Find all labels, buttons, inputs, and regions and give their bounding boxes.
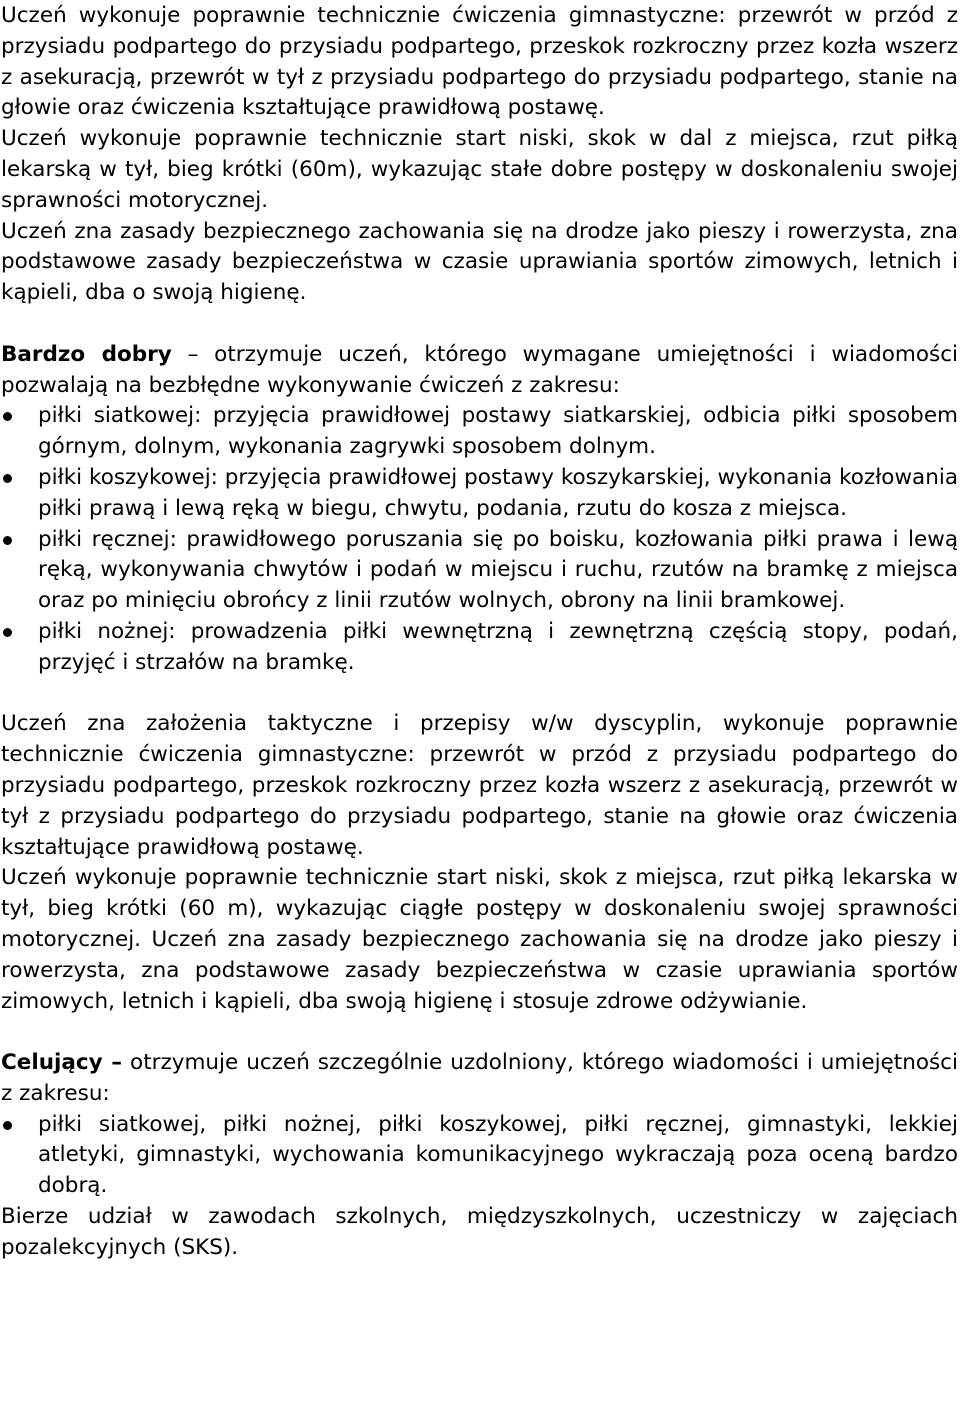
grade-very-good-description: – otrzymuje uczeń, którego wymagane umiejętności i wiadomości pozwalają na bezbłędne wykonywanie ćwiczeń z zakresu: xyxy=(1,341,958,398)
paragraph-athletics-safety: Uczeń wykonuje poprawnie technicznie start niski, skok z miejsca, rzut piłką lekarska w tył, bieg krótki (60 m), wykazując ciągłe postępy w doskonaleniu swojej sprawności motorycznej. Uczeń zna zasady bezpiecznego zachowania się na drodze jako pieszy i rowerzysta, zna podstawowe zasady bezpieczeństwa w czasie uprawiania sportów zimowych, letnich i kąpieli, dba swoją higienę i stosuje zdrowe odżywianie. xyxy=(1,865,958,1014)
list-item-text: piłki siatkowej: przyjęcia prawidłowej postawy siatkarskiej, odbicia piłki sposobem górnym, dolnym, wykonania zagrywki sposobem dolnym. xyxy=(38,403,958,460)
paragraph-competitions: Bierze udział w zawodach szkolnych, międzyszkolnych, uczestniczy w zajęciach pozalekcyjnych (SKS). xyxy=(1,1204,958,1260)
bullet-icon xyxy=(3,474,12,483)
paragraph-tactics-gymnastics: Uczeń zna założenia taktyczne i przepisy w/w dyscyplin, wykonuje poprawnie technicznie ćwiczenia gimnastyczne: przewrót w przód z przysiadu podpartego do przysiadu podpartego, przeskok rozkroczny przez kozła wszerz z asekuracją, przewrót w tył z przysiadu podpartego do przysiadu podpartego, stanie na głowie oraz ćwiczenia kształtujące prawidłową postawę. xyxy=(1,711,958,860)
bullet-icon xyxy=(3,536,12,545)
list-item-text: piłki nożnej: prowadzenia piłki wewnętrzną i zewnętrzną częścią stopy, podań, przyjęć i strzałów na bramkę. xyxy=(38,618,958,675)
grade-very-good-intro xyxy=(1,340,958,402)
list-item xyxy=(1,463,958,525)
paragraph-gap xyxy=(1,679,958,710)
very-good-requirements-list xyxy=(1,401,958,678)
grade-excellent-intro xyxy=(1,1048,958,1110)
list-item xyxy=(1,401,958,463)
list-item xyxy=(1,617,958,679)
list-item-text: piłki koszykowej: przyjęcia prawidłowej postawy koszykarskiej, wykonania kozłowania piłki prawą i lewą ręką w biegu, chwytu, podania, rzutu do kosza z miejsca. xyxy=(38,464,958,521)
paragraph-athletics: Uczeń wykonuje poprawnie technicznie start niski, skok w dal z miejsca, rzut piłką lekarską w tył, bieg krótki (60m), wykazując stałe dobre postępy w doskonaleniu swojej sprawności motorycznej. xyxy=(1,126,958,213)
excellent-requirements-list xyxy=(1,1110,958,1202)
bullet-icon xyxy=(3,412,12,421)
bullet-icon xyxy=(3,1121,12,1130)
list-item-text: piłki siatkowej, piłki nożnej, piłki koszykowej, piłki ręcznej, gimnastyki, lekkiej atletyki, gimnastyki, wychowania komunikacyjnego wykraczają poza oceną bardzo dobrą. xyxy=(38,1111,958,1199)
paragraph-gap xyxy=(1,1017,958,1048)
list-item-text: piłki ręcznej: prawidłowego poruszania się po boisku, kozłowania piłki prawa i lewą ręką, wykonywania chwytów i podań w miejscu i ruchu, rzutów na bramkę z miejsca oraz po minięciu obrońcy z linii rzutów wolnych, obrony na linii bramkowej. xyxy=(38,526,958,614)
grade-label-excellent: Celujący – xyxy=(1,1050,123,1076)
bullet-icon xyxy=(3,628,12,637)
grade-excellent-description: otrzymuje uczeń szczególnie uzdolniony, którego wiadomości i umiejętności z zakresu: xyxy=(1,1050,958,1106)
list-item xyxy=(1,1110,958,1202)
list-item xyxy=(1,525,958,617)
paragraph-safety: Uczeń zna zasady bezpiecznego zachowania się na drodze jako pieszy i rowerzysta, zna podstawowe zasady bezpieczeństwa w czasie uprawiania sportów zimowych, letnich i kąpieli, dba o swoją higienę. xyxy=(1,218,958,306)
grade-label-very-good: Bardzo dobry xyxy=(1,341,172,367)
paragraph-gap xyxy=(1,309,958,340)
paragraph-gymnastics: Uczeń wykonuje poprawnie technicznie ćwiczenia gimnastyczne: przewrót w przód z przysiadu podpartego do przysiadu podpartego, przeskok rozkroczny przez kozła wszerz z asekuracją, przewrót w tył z przysiadu podpartego do przysiadu podpartego, stanie na głowie oraz ćwiczenia kształtujące prawidłową postawę. xyxy=(1,3,958,121)
